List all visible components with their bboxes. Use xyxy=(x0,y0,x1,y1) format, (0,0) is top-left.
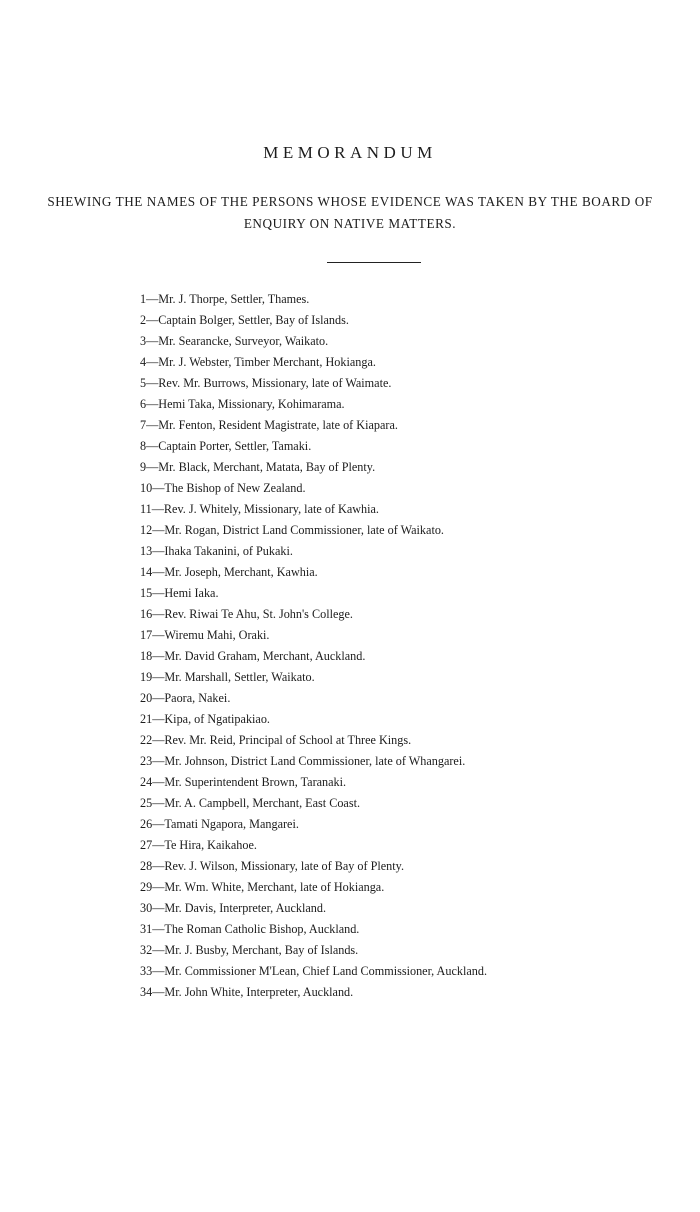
witness-entry: 26—Tamati Ngapora, Mangarei. xyxy=(140,817,299,831)
witness-entry: 21—Kipa, of Ngatipakiao. xyxy=(140,712,270,726)
witness-entry: 11—Rev. J. Whitely, Missionary, late of Kawhia. xyxy=(140,502,379,516)
witness-entry: 32—Mr. J. Busby, Merchant, Bay of Islands. xyxy=(140,943,359,957)
witness-entry: 15—Hemi Iaka. xyxy=(140,586,219,600)
witness-entry: 24—Mr. Superintendent Brown, Taranaki. xyxy=(140,775,347,789)
witness-entry: 9—Mr. Black, Merchant, Matata, Bay of Plenty. xyxy=(140,460,376,474)
witness-entry: 12—Mr. Rogan, District Land Commissioner, late of Waikato. xyxy=(140,523,444,537)
witness-entry: 33—Mr. Commissioner M'Lean, Chief Land Commissioner, Auckland. xyxy=(140,964,487,978)
witness-entry: 7—Mr. Fenton, Resident Magistrate, late of Kiapara. xyxy=(140,418,398,432)
witness-entry: 16—Rev. Riwai Te Ahu, St. John's College. xyxy=(140,607,353,621)
witness-entry: 10—The Bishop of New Zealand. xyxy=(140,481,306,495)
memorandum-subtitle: SHEWING THE NAMES OF THE PERSONS WHOSE EVIDENCE WAS TAKEN BY THE BOARD OF ENQUIRY ON NATIVE MATTERS. xyxy=(47,194,653,231)
witness-entry: 4—Mr. J. Webster, Timber Merchant, Hokianga. xyxy=(140,355,376,369)
witness-entry: 13—Ihaka Takanini, of Pukaki. xyxy=(140,544,293,558)
witness-entry: 2—Captain Bolger, Settler, Bay of Islands. xyxy=(140,313,349,327)
witness-entry: 3—Mr. Searancke, Surveyor, Waikato. xyxy=(140,334,329,348)
witness-list xyxy=(140,289,487,1003)
witness-entry: 14—Mr. Joseph, Merchant, Kawhia. xyxy=(140,565,318,579)
witness-entry: 18—Mr. David Graham, Merchant, Auckland. xyxy=(140,649,366,663)
witness-entry: 31—The Roman Catholic Bishop, Auckland. xyxy=(140,922,360,936)
witness-entry: 19—Mr. Marshall, Settler, Waikato. xyxy=(140,670,315,684)
witness-entry: 8—Captain Porter, Settler, Tamaki. xyxy=(140,439,312,453)
witness-entry: 29—Mr. Wm. White, Merchant, late of Hokianga. xyxy=(140,880,385,894)
witness-entry: 5—Rev. Mr. Burrows, Missionary, late of Waimate. xyxy=(140,376,392,390)
witness-entry: 25—Mr. A. Campbell, Merchant, East Coast. xyxy=(140,796,361,810)
witness-entry: 22—Rev. Mr. Reid, Principal of School at Three Kings. xyxy=(140,733,412,747)
witness-entry: 28—Rev. J. Wilson, Missionary, late of Bay of Plenty. xyxy=(140,859,404,873)
witness-entry: 20—Paora, Nakei. xyxy=(140,691,231,705)
divider-rule xyxy=(327,262,421,263)
witness-entry: 27—Te Hira, Kaikahoe. xyxy=(140,838,257,852)
witness-entry: 34—Mr. John White, Interpreter, Auckland. xyxy=(140,985,354,999)
memorandum-title: MEMORANDUM xyxy=(263,143,437,162)
witness-entry: 17—Wiremu Mahi, Oraki. xyxy=(140,628,270,642)
witness-entry: 6—Hemi Taka, Missionary, Kohimarama. xyxy=(140,397,345,411)
witness-entry: 23—Mr. Johnson, District Land Commissioner, late of Whangarei. xyxy=(140,754,466,768)
witness-entry: 30—Mr. Davis, Interpreter, Auckland. xyxy=(140,901,327,915)
witness-entry: 1—Mr. J. Thorpe, Settler, Thames. xyxy=(140,292,310,306)
